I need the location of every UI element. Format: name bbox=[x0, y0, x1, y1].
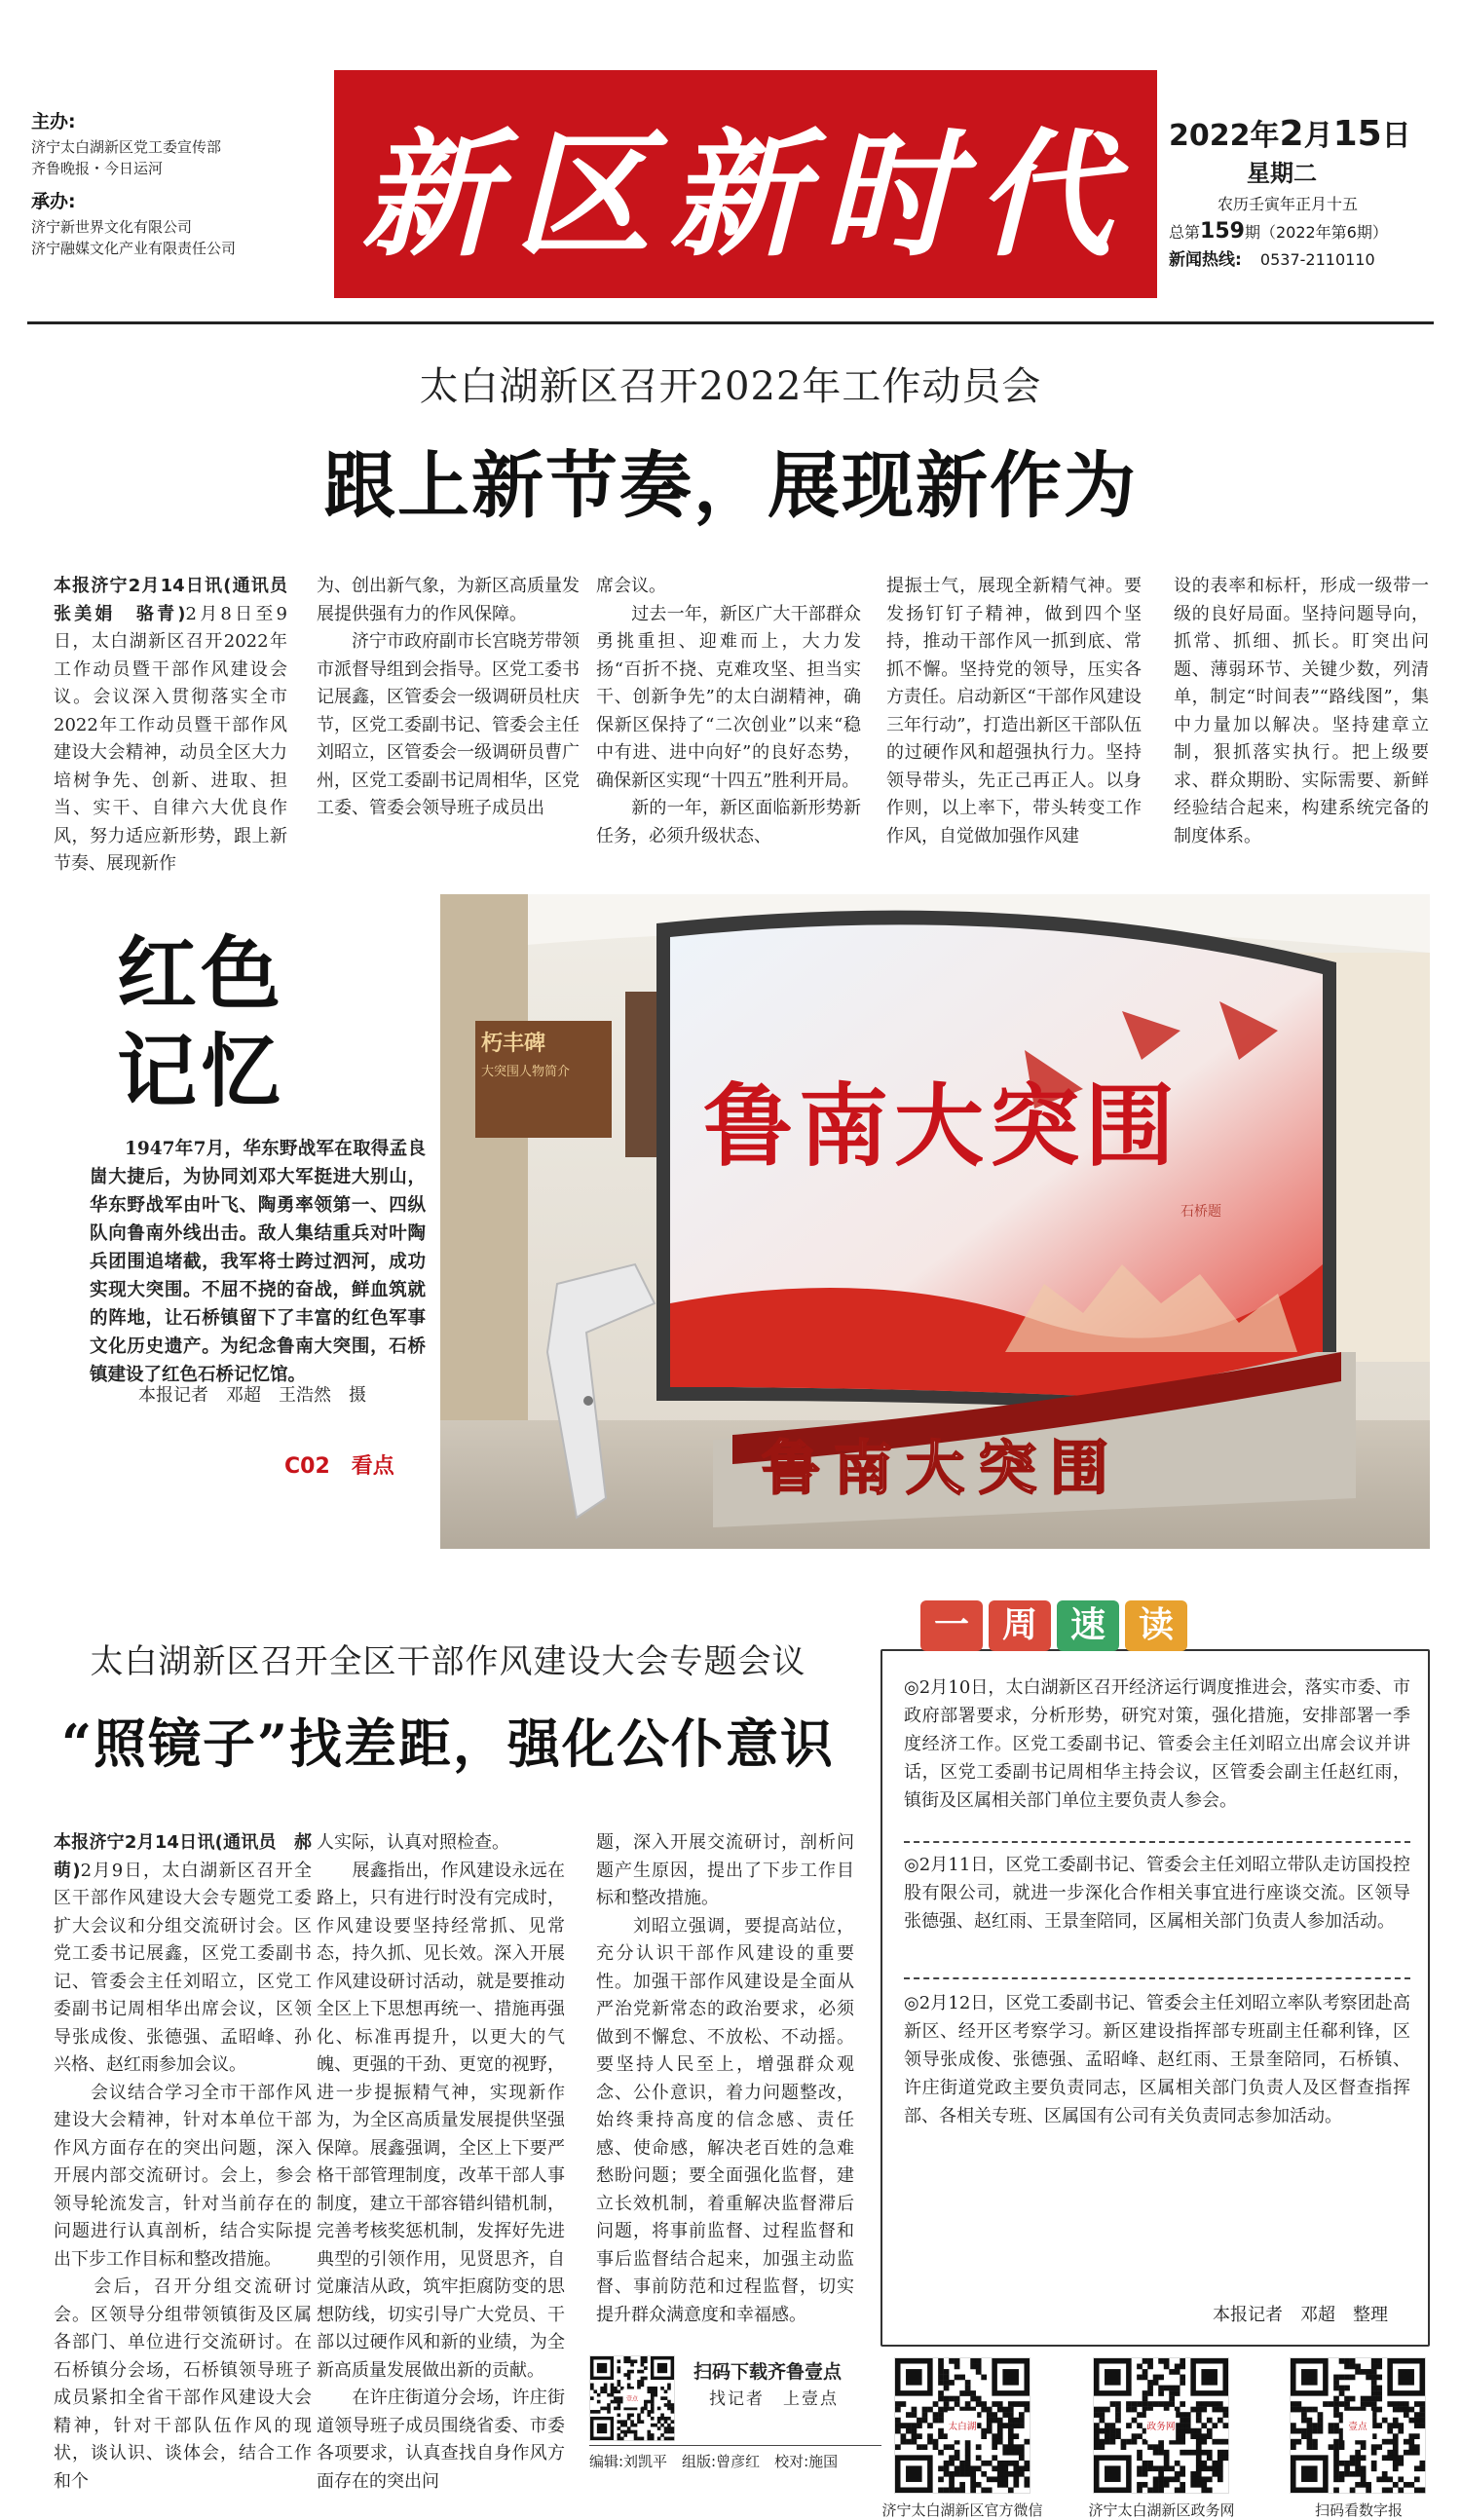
lunar-date: 农历壬寅年正月十五 bbox=[1218, 195, 1359, 213]
exhibit-photo bbox=[440, 894, 1430, 1549]
article1-col-2: 为、创出新气象，为新区高质量发展提供强有力的作风保障。 济宁市政府副市长宫晓芳带领市派督导组到会指导。区党工委书记展鑫，区管委会一级调研员杜庆节，区党工委副书记、管委会主任刘昭立，区管委会一级调研员曹广州，区党工委副书记周相华，区党工委、管委会领导班子成员出 bbox=[317, 576, 580, 818]
qr-pattern bbox=[1291, 2358, 1425, 2493]
article2-col-2: 人实际，认真对照检查。 展鑫指出，作风建设永远在路上，只有进行时没有完成时，作风建设要坚持经常抓、见常态，持久抓、见长效。深入开展作风建设研讨活动，就是要推动全区上下思想再统一、措施再强化、标准再提升，以更大的气魄、更强的干劲、更宽的视野，进一步提振精气神，实现新作为，为全区高质量发展提供坚强保障。展鑫强调，全区上下要严格干部管理制度，改革干部人事制度，建立干部容错纠错机制，完善考核奖惩机制，发挥好先进典型的引领作用，见贤思齐，自觉廉洁从政，筑牢拒腐防变的思想防线，切实引导广大党员、干部以过硬作风和新的业绩，为全新高质量发展做出新的贡献。 在许庄街道分会场，许庄街道领导班子成员围绕省委、市委各项要求，认真查找自身作风方面存在的突出问 bbox=[317, 1832, 565, 2492]
article2-kicker: 太白湖新区召开全区干部作风建设大会专题会议 bbox=[90, 1642, 806, 1681]
screen-calligraphy: 鲁南大突围 bbox=[703, 1073, 1181, 1179]
weekly-digest-badge bbox=[920, 1599, 1187, 1653]
qr3-caption: 扫码看数字报 bbox=[1314, 2501, 1403, 2519]
red-memory-title-line-2: 记忆 bbox=[117, 1025, 285, 1118]
badge-char-2: 周 bbox=[989, 1600, 1051, 1651]
weekly-item-1: ◎2月10日，太白湖新区召开经济运行调度推进会，落实市委、市政府部署要求，分析形势，研究对策，强化措施，安排部署一季度经济工作。区党工委副书记、管委会主任刘昭立出席会议并讲话，区党工委副书记周相华主持会议，区管委会副主任赵红雨，镇街及区属相关部门单位主要负责人参会。 bbox=[904, 1677, 1410, 1811]
article1-kicker: 太白湖新区召开2022年工作动员会 bbox=[419, 364, 1042, 409]
badge-char-3: 速 bbox=[1057, 1600, 1119, 1651]
screen-signature: 石桥题 bbox=[1180, 1204, 1221, 1220]
article1-lead: 本报济宁2月14日讯(通讯员 张美娟 骆青) bbox=[54, 576, 305, 624]
app-qr-code[interactable] bbox=[589, 2355, 675, 2441]
article1-col-1-text: 2月8日至9日，太白湖新区召开2022年工作动员暨干部作风建设会议。会议深入贯彻落实全市2022年工作动员暨干部作风建设大会精神，动员全区大力培树争先、创新、进取、担当、实干、自律六大优良作风，努力适应新形势，跟上新节奏、展现新作 bbox=[54, 603, 287, 874]
sponsor-1: 济宁太白湖新区党工委宣传部 bbox=[31, 138, 222, 156]
official-wechat-qr-code[interactable] bbox=[894, 2357, 1030, 2494]
date-day-unit: 日 bbox=[1381, 119, 1411, 153]
host-1: 济宁新世界文化有限公司 bbox=[31, 218, 193, 236]
hotline-line bbox=[1169, 246, 1451, 274]
masthead-title-plate bbox=[334, 70, 1157, 298]
red-memory-credit: 本报记者 邓超 王浩然 摄 bbox=[138, 1385, 366, 1406]
date-month-unit: 月 bbox=[1303, 119, 1333, 153]
qr-pattern bbox=[895, 2358, 1030, 2493]
badge-char-1: 一 bbox=[920, 1600, 983, 1651]
article1-col-4: 提振士气，展现全新精气神。要发扬钉钉子精神，做到四个坚持，推动干部作风一抓到底、常抓不懈。坚持党的领导，压实各方责任。启动新区“干部作风建设三年行动”，打造出新区干部队伍的过硬作风和超强执行力。坚持领导带头，先正己再正人。以身作则，以上率下，带头转变工作作风，自觉做加强作风建 bbox=[886, 576, 1142, 846]
issue-number: 159 bbox=[1200, 219, 1245, 244]
hotline-label: 新闻热线: bbox=[1169, 250, 1242, 270]
qr-logo-label: 壹点 bbox=[1348, 2422, 1367, 2433]
article1-col-1 bbox=[54, 573, 305, 884]
editor-credits: 编辑:刘凯平 组版:曾彦红 校对:施国 bbox=[589, 2453, 839, 2470]
weekday: 星期二 bbox=[1247, 160, 1317, 187]
article1-col-3: 席会议。 过去一年，新区广大干部群众勇挑重担、迎难而上，大力发扬“百折不挠、克难攻坚、担当实干、创新争先”的太白湖精神，确保新区保持了“二次创业”以来“稳中有进、进中向好”的良好态势，确保新区实现“十四五”胜利开局。 新的一年，新区面临新形势新任务，必须升级状态、 bbox=[596, 576, 861, 846]
qr-logo-label: 太白湖 bbox=[948, 2422, 977, 2433]
app-download-line-2: 找记者 上壹点 bbox=[709, 2389, 839, 2409]
article1-col-5: 设的表率和标杆，形成一级带一级的良好局面。坚持问题导向，抓常、抓细、抓长。盯突出问题、薄弱环节、关键少数，列清单，制定“时间表”“路线图”，集中力量加以解决。坚持建章立制，狠抓落实执行。把上级要求、群众期盼、实际需要、新鲜经验结合起来，构建系统完备的制度体系。 bbox=[1174, 576, 1429, 846]
masthead-rule bbox=[27, 321, 1434, 324]
qr-pattern bbox=[1094, 2358, 1228, 2493]
masthead-credits bbox=[31, 107, 323, 259]
wall-plaque-1: 朽丰碑 bbox=[481, 1032, 546, 1056]
article2-col-1-text: 2月9日，太白湖新区召开全区干部作风建设大会专题党工委扩大会议和分组交流研讨会。区党工委书记展鑫，区党工委副书记、管委会主任刘昭立，区党工委副书记周相华出席会议，区领导张成俊、张德强、孟昭峰、孙兴格、赵红雨参加会议。 会议结合学习全市干部作风建设大会精神，针对本单位干部作风方面存在的突出问题，深入开展内部交流研讨。会上，参会领导轮流发言，针对当前存在的问题进行认真剖析，结合实际提出下步工作目标和整改措施。 会后，召开分组交流研讨会。区领导分组带领镇街及区属各部门、单位进行交流研讨。在石桥镇分会场，石桥镇领导班子成员紧扣全省干部作风建设大会精神，针对干部队伍作风的现状，谈认识、谈体会，结合工作和个 bbox=[54, 1860, 312, 2492]
issue-prefix: 总第 bbox=[1169, 223, 1201, 242]
qr1-caption: 济宁太白湖新区官方微信 bbox=[881, 2501, 1043, 2519]
weekly-item-3: ◎2月12日，区党工委副书记、管委会主任刘昭立率队考察团赴高新区、经开区考察学习。新区建设指挥部专班副主任郗利锋，区领导张成俊、张德强、孟昭峰、赵红雨、王景奎陪同，石桥镇、许庄街道党政主要负责同志，区属相关部门负责人及区督查指挥部、各相关专班、区属国有公司有关负责同志参加活动。 bbox=[904, 1993, 1410, 2126]
host-label: 承办: bbox=[31, 191, 76, 212]
qr-logo-label: 壹点 bbox=[625, 2395, 639, 2403]
issue-suffix: 期（2022年第6期） bbox=[1244, 223, 1388, 242]
sponsor-label: 主办: bbox=[31, 111, 76, 132]
article2-col-1 bbox=[54, 1829, 312, 2492]
host-2: 济宁融媒文化产业有限责任公司 bbox=[31, 240, 237, 257]
weekly-separator-1 bbox=[904, 1841, 1410, 1843]
exhibit-photo-drawing bbox=[440, 894, 1430, 1549]
footer-rule bbox=[589, 2445, 881, 2446]
masthead-title: 新区新时代 bbox=[360, 115, 1131, 276]
sponsor-2: 齐鲁晚报・今日运河 bbox=[31, 160, 164, 177]
qr2-caption: 济宁太白湖新区政务网 bbox=[1088, 2501, 1235, 2519]
weekly-separator-2 bbox=[904, 1977, 1410, 1979]
red-memory-title-line-1: 红色 bbox=[117, 927, 285, 1021]
issue-date bbox=[1169, 115, 1451, 156]
weekly-item-2: ◎2月11日，区党工委副书记、管委会主任刘昭立带队走访国投控股有限公司，就进一步深化合作相关事宜进行座谈交流。区领导张德强、赵红雨、王景奎陪同，区属相关部门负责人参加活动。 bbox=[904, 1855, 1410, 1932]
weekly-credit: 本报记者 邓超 整理 bbox=[1213, 2305, 1388, 2325]
article1-headline: 跟上新节奏，展现新作为 bbox=[323, 444, 1138, 528]
masthead-info bbox=[1169, 115, 1451, 274]
wall-plaque-2: 大突围人物简介 bbox=[481, 1065, 571, 1079]
exhibit-sign: 鲁南大突围 bbox=[762, 1435, 1122, 1503]
qr-pattern bbox=[590, 2356, 674, 2440]
digital-paper-qr-code[interactable] bbox=[1290, 2357, 1426, 2494]
issue-number-line bbox=[1169, 218, 1451, 246]
red-memory-body: 1947年7月，华东野战军在取得孟良崮大捷后，为协同刘邓大军挺进大别山，华东野战军由叶飞、陶勇率领第一、四纵队向鲁南外线出击。敌人集结重兵对叶陶兵团围追堵截，我军将士跨过泗河，成功实现大突围。不屈不挠的奋战，鲜血筑就的阵地，让石桥镇留下了丰富的红色军事文化历史遗产。为纪念鲁南大突围，石桥镇建设了红色石桥记忆馆。 bbox=[90, 1139, 426, 1385]
page-reference: C02 看点 bbox=[284, 1454, 394, 1479]
article2-headline: “照镜子”找差距，强化公仆意识 bbox=[60, 1712, 836, 1775]
date-month: 2 bbox=[1279, 114, 1304, 154]
app-download-line-1: 扫码下载齐鲁壹点 bbox=[693, 2361, 843, 2383]
date-day: 15 bbox=[1332, 114, 1382, 154]
article2-lead: 本报济宁2月14日讯(通讯员 郝萌) bbox=[54, 1832, 312, 1881]
article2-col-3: 题，深入开展交流研讨，剖析问题产生原因，提出了下步工作目标和整改措施。 刘昭立强调，要提高站位，充分认识干部作风建设的重要性。加强干部作风建设是全面从严治党新常态的政治要求，必须做到不懈怠、不放松、不动摇。要坚持人民至上，增强群众观念、公仆意识，着力问题整改，始终秉持高度的信念感、责任感、使命感，解决老百姓的急难愁盼问题；要全面强化监督，建立长效机制，着重解决监督滞后问题，将事前监督、过程监督和事后监督结合起来，加强主动监督、事前防范和过程监督，切实提升群众满意度和幸福感。 bbox=[596, 1832, 854, 2325]
hotline-number: 0537-2110110 bbox=[1259, 250, 1375, 269]
red-memory-title bbox=[117, 925, 312, 1120]
date-year: 2022年 bbox=[1169, 119, 1280, 153]
government-website-qr-code[interactable] bbox=[1093, 2357, 1229, 2494]
badge-char-4: 读 bbox=[1125, 1600, 1187, 1651]
qr-logo-label: 政务网 bbox=[1146, 2422, 1176, 2433]
